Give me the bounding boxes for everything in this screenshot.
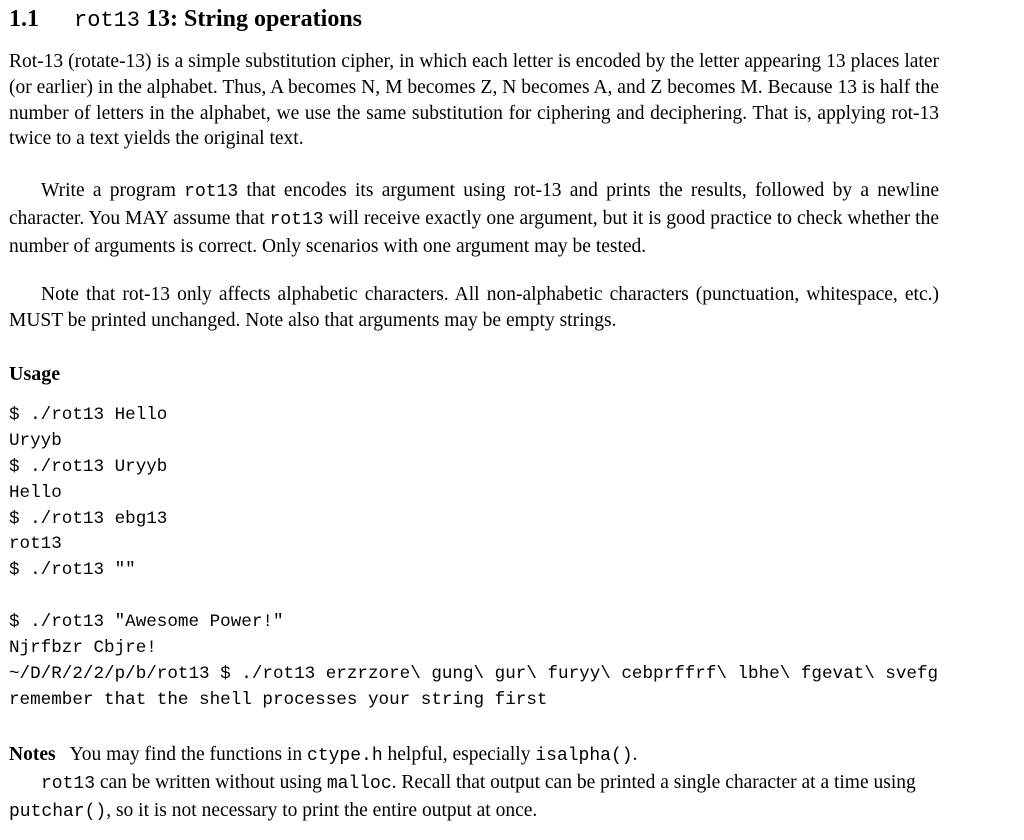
intro-paragraph-2 — [9, 178, 939, 259]
terminal-line: $ ./rot13 Hello — [9, 405, 168, 425]
notes-text-a: You may find the functions in — [69, 744, 308, 765]
intro-paragraph-1: Rot-13 (rotate-13) is a simple substitution cipher, in which each letter is encoded by the letter appearing 13 places later (or earlier) in the alphabet. Thus, A becomes N, M becomes Z, N becomes A, and Z becomes M. Because 13 is half the number of letters in the alphabet, we use the same substitution for ciphering and deciphering. That is, applying rot-13 twice to a text yields the original text. — [9, 51, 939, 150]
section-heading — [9, 6, 362, 33]
notes-code-putchar: putchar() — [9, 801, 107, 822]
terminal-line — [9, 584, 938, 610]
p2-text-a: Write a program — [41, 180, 185, 201]
terminal-line: ~/D/R/2/2/p/b/rot13 $ ./rot13 erzrzore\ gung\ gur\ furyy\ cebprffrf\ lbhe\ fgevat\ svefg — [9, 663, 939, 684]
terminal-line: rot13 — [9, 534, 62, 555]
notes-text-b: helpful, especially — [382, 744, 536, 765]
p2-code-rot13-1: rot13 — [184, 182, 239, 202]
terminal-line: $ ./rot13 ebg13 — [9, 508, 168, 529]
p2-text-b: that encodes its argument using rot-13 and prints the results, followed by a newline character. You MAY assume that — [9, 180, 939, 229]
terminal-line: $ ./rot13 "" — [9, 560, 136, 581]
notes-code-ctype: ctype.h — [307, 746, 383, 766]
notes-text-d: can be written without using — [95, 771, 327, 793]
terminal-line: remember that the shell processes your string first — [9, 689, 548, 710]
terminal-line: Njrfbzr Cbjre! — [9, 638, 157, 659]
notes-second-sentence — [9, 770, 939, 826]
section-title: 13: String operations — [146, 6, 363, 32]
intro-paragraph-3: Note that rot-13 only affects alphabetic characters. All non-alphabetic characters (punctuation, whitespace, etc.) MUST be printed unchanged. Note also that arguments may be empty strings. — [9, 284, 939, 331]
p2-text-c: will receive exactly one argument, but it is good practice to check whether the number of arguments is correct. Only scenarios with one argument may be tested. — [9, 207, 939, 257]
terminal-line: $ ./rot13 "Awesome Power!" — [9, 612, 284, 633]
terminal-line: Hello — [9, 482, 62, 503]
terminal-line: Uryyb — [9, 430, 62, 451]
usage-heading: Usage — [9, 363, 61, 385]
notes-text-f: , so it is not necessary to print the entire output at once. — [106, 799, 538, 821]
section-program-name: rot13 — [74, 8, 141, 33]
notes-text-c: . — [632, 744, 638, 765]
notes-code-malloc: malloc — [326, 773, 392, 794]
notes-text-e: . Recall that output can be printed a single character at a time using — [391, 771, 916, 793]
p2-code-rot13-2: rot13 — [269, 209, 324, 230]
notes-code-rot13: rot13 — [41, 773, 96, 794]
usage-terminal-block — [9, 403, 938, 714]
notes-section — [9, 742, 939, 825]
section-number: 1.1 — [9, 6, 39, 32]
terminal-line: $ ./rot13 Uryyb — [9, 456, 168, 477]
notes-code-isalpha: isalpha() — [535, 746, 633, 766]
notes-label: Notes — [9, 744, 56, 765]
